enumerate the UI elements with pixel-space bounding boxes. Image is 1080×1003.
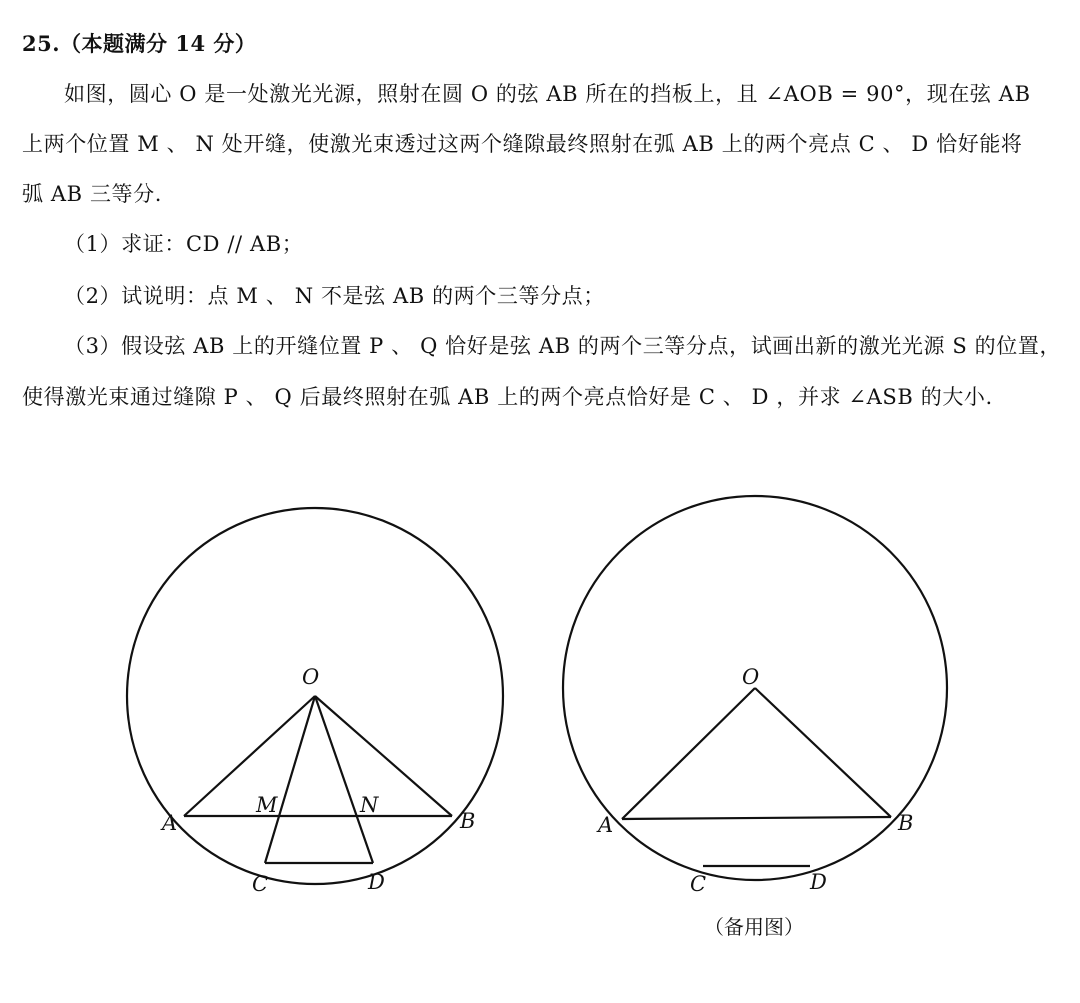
left-label-M: M (256, 793, 278, 817)
right-label-A: A (598, 813, 614, 837)
left-label-A: A (162, 811, 178, 835)
left-label-D: D (368, 870, 385, 894)
right-radius-OA (622, 688, 755, 819)
figures-area (0, 440, 1080, 1003)
right-label-O: O (742, 665, 760, 689)
problem-title: 25.（本题满分 14 分） (22, 31, 257, 56)
left-radius-OA (184, 696, 315, 816)
right-label-D: D (810, 870, 827, 894)
question-1: （1）求证：CD // AB； (64, 232, 304, 256)
left-label-C: C (252, 872, 269, 896)
geometry-figures (0, 440, 1080, 1003)
question-3-part-2: 使得激光束通过缝隙 P 、 Q 后最终照射在弧 AB 上的两个亮点恰好是 C 、 D ，并求 ∠ASB 的大小. (22, 385, 993, 409)
left-ray-OC (265, 696, 315, 863)
right-radius-OB (755, 688, 891, 817)
question-2: （2）试说明：点 M 、 N 不是弦 AB 的两个三等分点； (64, 284, 605, 308)
problem-line-1: 如图，圆心 O 是一处激光光源，照射在圆 O 的弦 AB 所在的挡板上，且 ∠AOB = 90°，现在弦 AB (64, 82, 1031, 106)
left-label-N: N (360, 793, 379, 817)
right-label-C: C (690, 872, 707, 896)
problem-line-2: 上两个位置 M 、 N 处开缝，使激光束透过这两个缝隙最终照射在弧 AB 上的两个亮点 C 、 D 恰好能将 (22, 132, 1023, 156)
left-label-B: B (460, 809, 476, 833)
left-figure (127, 508, 503, 884)
left-label-O: O (302, 665, 320, 689)
right-figure-caption: （备用图） (704, 915, 804, 939)
right-label-B: B (898, 811, 914, 835)
problem-line-3: 弧 AB 三等分. (22, 182, 163, 206)
question-3-part-1: （3）假设弦 AB 上的开缝位置 P 、 Q 恰好是弦 AB 的两个三等分点，试画出新的激光光源 S 的位置， (64, 334, 1062, 358)
right-chord-AB (622, 817, 891, 819)
